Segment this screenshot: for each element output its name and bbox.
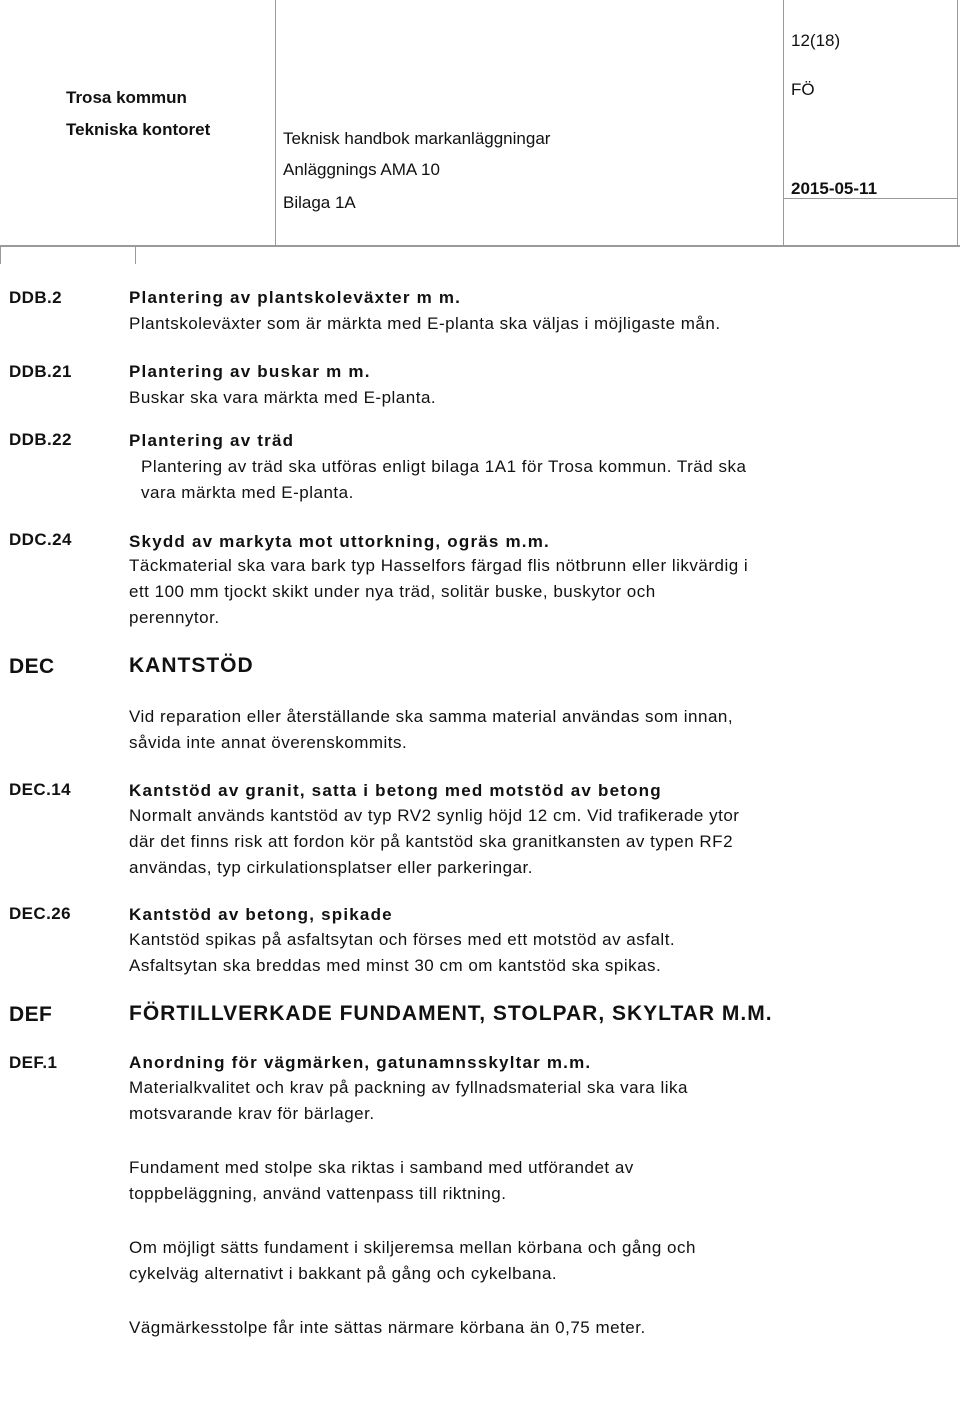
ama-reference: Anläggnings AMA 10 [283, 160, 440, 179]
section-body-ddc24-line3: perennytor. [129, 608, 220, 627]
doc-code: FÖ [791, 80, 815, 99]
section-body-dec-line2: såvida inte annat överenskommits. [129, 733, 408, 752]
section-title-ddb22: Plantering av träd [129, 431, 295, 450]
section-body-def1-line1: Materialkvalitet och krav på packning av fyllnadsmaterial ska vara lika [129, 1078, 688, 1097]
section-code-ddb22: DDB.22 [9, 430, 72, 449]
org-name: Trosa kommun [66, 88, 187, 107]
department-name: Tekniska kontoret [66, 120, 211, 139]
section-title-dec26: Kantstöd av betong, spikade [129, 905, 393, 924]
section-title-ddb21: Plantering av buskar m m. [129, 362, 371, 381]
section-body-def1-para2-line2: toppbeläggning, använd vattenpass till riktning. [129, 1184, 507, 1203]
section-code-def1: DEF.1 [9, 1053, 58, 1072]
section-title-def: FÖRTILLVERKADE FUNDAMENT, STOLPAR, SKYLTAR M.M. [129, 1002, 773, 1025]
section-body-def1-para4-line1: Vägmärkesstolpe får inte sättas närmare körbana än 0,75 meter. [129, 1318, 646, 1337]
section-body-def1-para2-line1: Fundament med stolpe ska riktas i samband med utförandet av [129, 1158, 634, 1177]
section-title-def1: Anordning för vägmärken, gatunamnsskyltar m.m. [129, 1053, 592, 1072]
section-title-ddc24: Skydd av markyta mot uttorkning, ogräs m.m. [129, 532, 550, 551]
section-title-ddb2: Plantering av plantskoleväxter m m. [129, 288, 462, 307]
handbook-title: Teknisk handbok markanläggningar [283, 129, 551, 148]
doc-date: 2015-05-11 [791, 179, 878, 198]
section-body-def1-para3-line2: cykelväg alternativt i bakkant på gång och cykelbana. [129, 1264, 558, 1283]
section-body-dec14-line1: Normalt används kantstöd av typ RV2 synlig höjd 12 cm. Vid trafikerade ytor [129, 806, 740, 825]
section-body-dec14-line3: användas, typ cirkulationsplatser eller parkeringar. [129, 858, 533, 877]
section-body-def1-line2: motsvarande krav för bärlager. [129, 1104, 375, 1123]
section-body-ddb22-line1: Plantering av träd ska utföras enligt bilaga 1A1 för Trosa kommun. Träd ska [141, 457, 747, 476]
section-code-dec: DEC [9, 655, 55, 678]
section-body-dec14-line2: där det finns risk att fordon kör på kantstöd ska granitkansten av typen RF2 [129, 832, 734, 851]
section-body-ddb2-line1: Plantskoleväxter som är märkta med E-planta ska väljas i möjligaste mån. [129, 314, 721, 333]
section-code-ddc24: DDC.24 [9, 530, 72, 549]
section-body-def1-para3-line1: Om möjligt sätts fundament i skiljeremsa mellan körbana och gång och [129, 1238, 696, 1257]
section-title-dec: KANTSTÖD [129, 654, 254, 677]
section-code-def: DEF [9, 1003, 53, 1026]
section-body-dec26-line1: Kantstöd spikas på asfaltsytan och förses med ett motstöd av asfalt. [129, 930, 676, 949]
section-body-dec-line1: Vid reparation eller återställande ska samma material användas som innan, [129, 707, 734, 726]
section-code-dec14: DEC.14 [9, 780, 71, 799]
header-left-divider [275, 0, 276, 246]
header-bottom-rule [0, 245, 960, 247]
section-body-ddb21-line1: Buskar ska vara märkta med E-planta. [129, 388, 437, 407]
section-body-ddc24-line2: ett 100 mm tjockt skikt under nya träd, solitär buske, buskytor och [129, 582, 656, 601]
page-number: 12(18) [791, 31, 841, 50]
header-right-divider [783, 0, 784, 246]
section-body-ddb22-line2: vara märkta med E-planta. [141, 483, 354, 502]
section-title-dec14: Kantstöd av granit, satta i betong med motstöd av betong [129, 781, 662, 800]
margin-tick-left [0, 246, 1, 264]
annex-label: Bilaga 1A [283, 193, 356, 212]
section-code-ddb21: DDB.21 [9, 362, 72, 381]
margin-tick-mid [135, 246, 136, 264]
section-body-ddc24-line1: Täckmaterial ska vara bark typ Hasselfors färgad flis nötbrunn eller likvärdig i [129, 556, 749, 575]
section-code-ddb2: DDB.2 [9, 288, 63, 307]
section-code-dec26: DEC.26 [9, 904, 71, 923]
header-right-edge [957, 0, 958, 246]
section-body-dec26-line2: Asfaltsytan ska breddas med minst 30 cm om kantstöd ska spikas. [129, 956, 662, 975]
